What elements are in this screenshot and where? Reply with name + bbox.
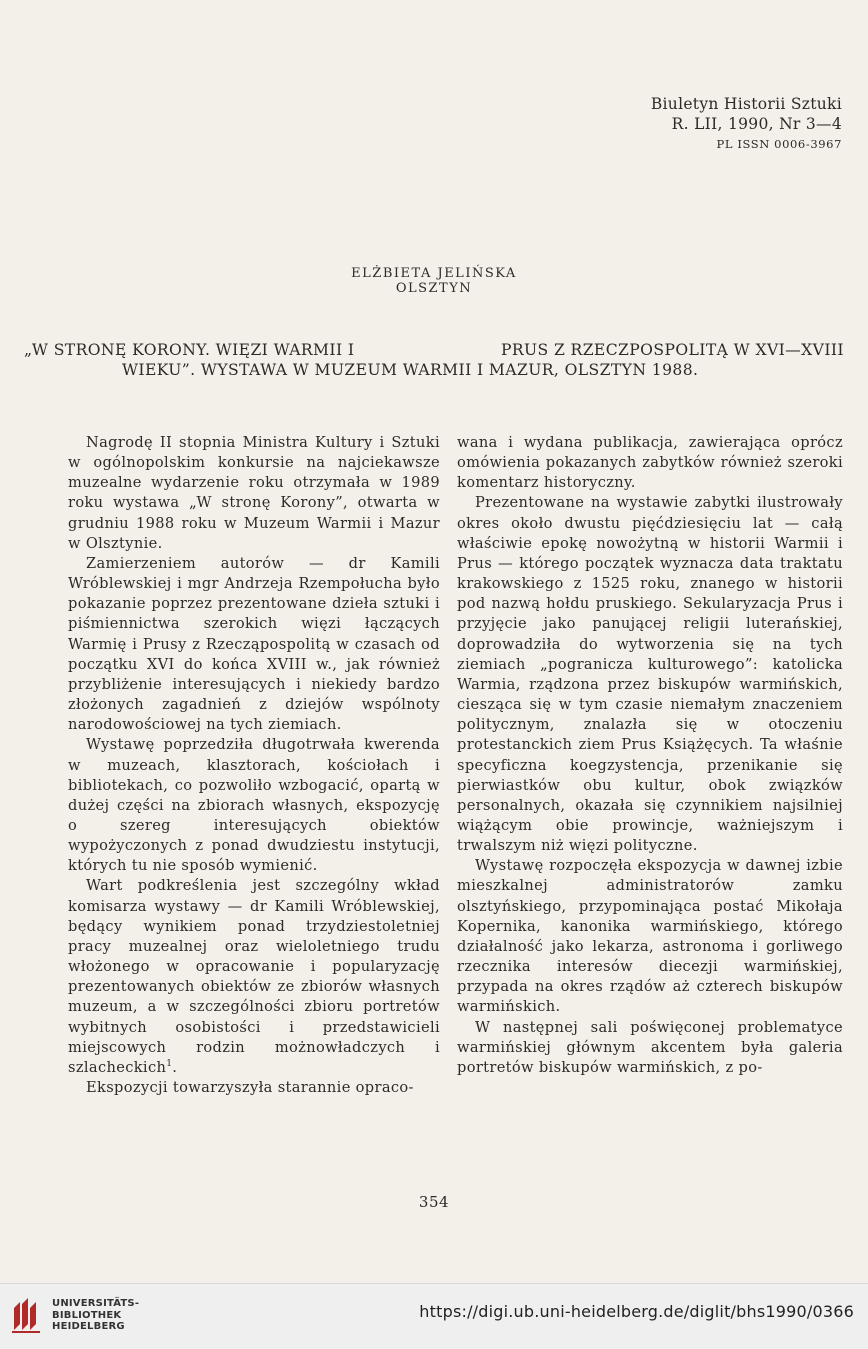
title-line2: WIEKU”. WYSTAWA W MUZEUM WARMII I MAZUR, OLSZTYN 1988.	[122, 361, 699, 379]
paragraph	[68, 876, 440, 1078]
right-column	[457, 433, 843, 1078]
paragraph: wana i wydana publikacja, zawierająca oprócz omówienia pokazanych zabytków również szeroki komentarz historyczny.	[457, 434, 843, 492]
title-line1-right: PRUS Z RZECZPOSPOLITĄ W XVI—XVIII	[500, 341, 844, 359]
title-line1-left: „W STRONĘ KORONY. WIĘZI WARMII I	[24, 341, 355, 359]
article-title	[24, 340, 844, 380]
paragraph: Ekspozycji towarzyszyła starannie opraco-	[86, 1079, 414, 1096]
journal-name: Biuletyn Historii Sztuki	[650, 95, 842, 113]
library-name: UNIVERSITÄTS- BIBLIOTHEK HEIDELBERG	[52, 1298, 140, 1332]
page-number: 354	[418, 1193, 450, 1211]
journal-issn: PL ISSN 0006-3967	[716, 137, 842, 151]
journal-header	[651, 94, 842, 154]
left-column	[68, 433, 440, 1098]
author-city: OLSZTYN	[395, 281, 473, 296]
author-block	[0, 266, 868, 296]
paragraph: Zamierzeniem autorów — dr Kamili Wróblewskiej i mgr Andrzeja Rzempołucha było pokazanie poprzez prezentowane dzieła sztuki i piśmiennictwa szerokich więzi łączących Warmię i Prusy z Rzecząpospolitą w czasach od początku XVI do końca XVIII w., jak również przybliżenie interesujących i niekiedy bardzo złożonych zagadnień z dziejów wspólnoty narodowościowej na tych ziemiach.	[68, 554, 440, 734]
journal-volume: R. LII, 1990, Nr 3—4	[671, 115, 842, 133]
paragraph: Wystawę poprzedziła długotrwała kwerenda w muzeach, klasztorach, kościołach i bibliotekach, co pozwoliło wzbogacić, opartą w dużej części na zbiorach własnych, ekspozycję o szereg interesujących obiektów wypożyczonych z ponad dwudziestu instytucji, których tu nie sposób wymienić.	[68, 736, 440, 875]
paragraph-end: .	[172, 1058, 178, 1076]
paragraph: Prezentowane na wystawie zabytki ilustrowały okres około dwustu pięćdziesięciu lat — całą właściwie epokę nowożytną w historii Warmii i Prus — którego początek wyznacza data traktatu krakowskiego z 1525 roku, znanego w historii pod nazwą hołdu pruskiego. Sekularyzacja Prus i przyjęcie jako panującej religii luterańskiej, doprowadziła do wytworzenia się na tych ziemiach „pogranicza kulturowego”: katolicka Warmia, rządzona przez biskupów warmińskich, ciesząca się w tym czasie niemałym znaczeniem politycznym, znalazła się w otoczeniu protestanckich ziem Prus Książęcych. Ta właśnie specyficzna koegzystencja, przenikanie się pierwiastków obu kultur, obok związków personalnych, okazała się czynnikiem najsilniej wiążącym obie prowincje, ważniejszym i trwalszym niż więzi polityczne.	[457, 494, 843, 855]
library-logo-icon	[10, 1294, 44, 1334]
author-name: ELŻBIETA JELIŃSKA	[351, 266, 517, 281]
footnote-mark: 1	[166, 1058, 173, 1069]
paragraph: Wystawę rozpoczęła ekspozycja w dawnej izbie mieszkalnej administratorów zamku olsztyńskiego, przypominająca postać Mikołaja Kopernika, kanonika warmińskiego, którego działalność jako lekarza, astronoma i gorliwego rzecznika interesów diecezji warmińskiej, przypada na okres rządów aż czterech biskupów warmińskich.	[457, 857, 843, 1016]
paragraph: W następnej sali poświęconej problematyce warmińskiej głównym akcentem była galeria portretów biskupów warmińskich, z po-	[457, 1018, 843, 1076]
paragraph: Nagrodę II stopnia Ministra Kultury i Sztuki w ogólnopolskim konkursie na najciekawsze muzealne wydarzenie roku otrzymała w 1989 roku wystawa „W stronę Korony”, otwarta w grudniu 1988 roku w Muzeum Warmii i Mazur w Olsztynie.	[68, 434, 440, 552]
viewer-footer	[0, 1283, 868, 1349]
paragraph-text: Wart podkreślenia jest szczególny wkład komisarza wystawy — dr Kamili Wróblewskiej, będący wynikiem ponad trzydziestoletniej pracy muzealnej oraz wieloletniego trudu włożonego w opracowanie i popularyzację prezentowanych obiektów ze zbiorów własnych muzeum, a w szczególności zbioru portretów wybitnych osobistości i przedstawicieli miejscowych rodzin możnowładczych i szlacheckich	[68, 877, 440, 1076]
permalink-url[interactable]: https://digi.ub.uni-heidelberg.de/diglit/bhs1990/0366	[419, 1302, 854, 1321]
